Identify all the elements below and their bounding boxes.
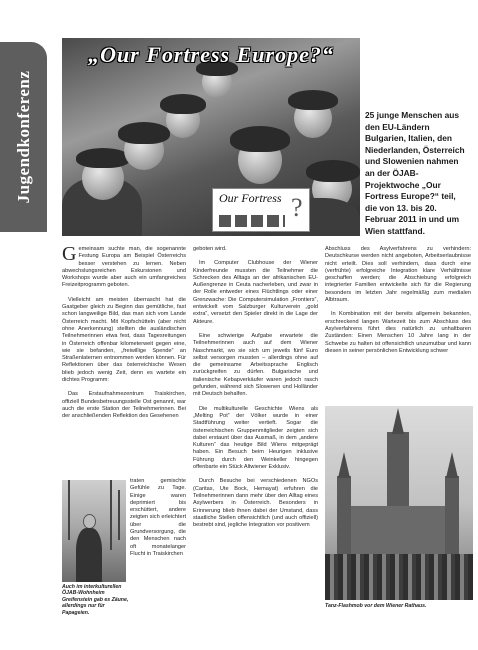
article-paragraph: In Kombination mit der bereits allgemein bekannten, erschreckend langen Wartezeit bis zum Abschluss des Asylverfahrens führt dies natürlich zu unhaltbaren Zuständen: Einen Menschen 10 Jahre lang in der Schwebe zu halten ist offensichtlich unzumutbar und kann diesen in seiner persönlichen Entwicklung schwer — [325, 311, 471, 354]
hero-photo — [62, 38, 360, 236]
article-paragraph: Das Erstaufnahmezentrum Traiskirchen, offiziell Bundesbetreuungsstelle Ost genannt, war auch die erste Station der Teilnehmerinnen. Bei der anschließenden Reflektion des Gesehenen — [62, 391, 186, 420]
rathaus-side-tower — [337, 476, 351, 566]
article-paragraph: Die multikulturelle Geschichte Wiens als „Melting Pot“ der Völker wurde in einer Stadtführung weiter vertieft. Sogar die österreichischen Gruppenmitglieder zeigten sich dabei erstaunt über das Ausmaß, in dem „andere Kulturen“ das heutige Bild Wiens mitgeprägt haben. Ein Besuch beim Heurigen inklusive Führung durch den Weinkeller hingegen offenbarte ein Stück Altwiener Exklusiv. — [193, 405, 318, 471]
photo-person-head — [83, 514, 96, 529]
photo-tree — [118, 490, 120, 540]
article-paragraph: Abschluss des Asylverfahrens zu verhindern: Deutschkurse werden nicht angeboten, Arbeitserlaubnisse nicht erteilt. Dies soll verhindern, dass durch eine (verfrühte) erfolgreiche Integration klare Verhältnisse geschaffen werden; die Abschiebung erfolgreich integrierter Familien entwickelte sich für die Regierung besonders im letzten Jahr regelmäßig zum medialen Albtraum. — [325, 246, 471, 304]
hero-hair — [288, 90, 338, 110]
article-title: „Our Fortress Europe?“ — [88, 42, 334, 67]
article-paragraph — [62, 246, 186, 290]
lead-paragraph: 25 junge Menschen aus den EU-Ländern Bulgarien, Italien, den Niederlanden, Österreich und Slowenien nahmen an der ÖJAB-Projektwoche „Our Fortress Europe?“ teil, die von 13. bis 20. Februar 2011 in und um Wien stattfand. — [365, 110, 465, 236]
photo-caption-right: Tanz-Flashmob vor dem Wiener Rathaus. — [325, 603, 427, 609]
article-paragraph: Im Computer Clubhouse der Wiener Kinderfreunde mussten die Teilnehmer die Schrecken des Alltags an der afrikanischen EU-Außengrenze in Ceuta nacherleben, und zwar in der Rolle entweder eines Flüchtlings oder einer Grenzwache: Die Computersimulation „Frontiers“, entwickelt vom Salzburger Kulturverein „gold extra“, versetzt den Spieler direkt in die Lage der Akteure. — [193, 260, 318, 325]
logo-flags-strip — [219, 215, 285, 227]
paragraph-text: emeinsam suchte man, die sogenannte Festung Europa am Beispiel Österreichs besser verstehen zu lernen. Neben abwechslungsreichen Exkursionen und Workshops wurde aber auch ein umfangreiches Freizeitprogramm geboten. — [62, 246, 186, 289]
hero-hair — [306, 160, 360, 182]
hero-hair — [76, 148, 130, 168]
question-mark-icon: ? — [291, 193, 303, 222]
article-paragraph: Durch Besuche bei verschiedenen NGOs (Caritas, Ute Bock, Hemayat) erfuhren die Teilnehmerinnen dann mehr über den Alltag eines Asylwerbers in Österreich. Besonders in Erinnerung blieb ihnen dabei der Umstand, dass staatliche Stellen offensichtlich (und auch offiziell) bestrebt sind, jegliche Integration vor positivem — [193, 478, 318, 529]
photo-crowd — [325, 554, 473, 600]
section-tab-label: Jugendkonferenz — [13, 70, 33, 204]
photo-person-coat — [76, 528, 102, 582]
article-column-2 — [193, 246, 318, 636]
photo-tree — [110, 480, 112, 550]
photo-rathaus — [325, 406, 473, 600]
rathaus-side-tower — [445, 476, 459, 566]
article-column-3 — [325, 246, 471, 400]
photo-greifenstein — [62, 480, 126, 582]
article-column-1 — [62, 246, 186, 478]
section-tab — [0, 42, 47, 232]
hero-hair — [160, 94, 206, 114]
photo-tree — [68, 480, 70, 540]
hero-hair — [118, 122, 170, 144]
article-paragraph: Eine schwierige Aufgabe erwartete die Teilnehmerinnen auch auf dem Wiener Naschmarkt, wo sie sich um jeweils fünf Euro selbst versorgen mussten – allerdings ohne auf die gemeinsame Arbeitssprache Englisch zurückgreifen zu dürfen. Bulgarische und italienische Kebapverkäufer waren jedoch rasch gefunden, während sich Slowenen und Holländer mit Deutsch behalfen. — [193, 332, 318, 398]
hero-hair — [230, 126, 290, 152]
drop-cap: G — [62, 246, 77, 265]
photo-person — [76, 514, 102, 582]
project-logo — [212, 188, 310, 232]
rathaus-spire — [446, 452, 458, 478]
article-paragraph: Vielleicht am meisten überrascht hat die Gastgeber gleich zu Beginn das gemütliche, fast schon langweilige Bild, das man sich vom Lande Österreich macht. Mit Kopfschütteln (aber nicht ohne Anerkennung) stellten die ausländischen Teilnehmerinnen etwa fest, dass Tagesreitungen in Österreich offenbar kilometerweit gegen eine, wie sie befanden, „freiwillige Spende“ an Straßenlaternen entnommen werden können. Für Reflektionen über das österreichische Wesen blieb jedoch wenig Zeit, denn es wartete ein dichtes Programm: — [62, 296, 186, 384]
photo-caption-left: Auch im interkulturellen ÖJAB-Wohnheim Greifenstein gab es Zäune, allerdings nur für Papageien. — [62, 584, 129, 616]
rathaus-spire — [338, 452, 350, 478]
logo-text: Our Fortress — [219, 191, 282, 205]
article-column-1-continued: traten gemischte Gefühle zu Tage. Einige waren deprimiert bis erschüttert, andere zeigten sich erleichtert über die Grundversorgung, die den Menschen nach oft monatelanger Flucht in Traiskirchen — [130, 478, 186, 557]
article-paragraph: geboten wird. — [193, 246, 227, 252]
rathaus-spire — [392, 408, 404, 434]
